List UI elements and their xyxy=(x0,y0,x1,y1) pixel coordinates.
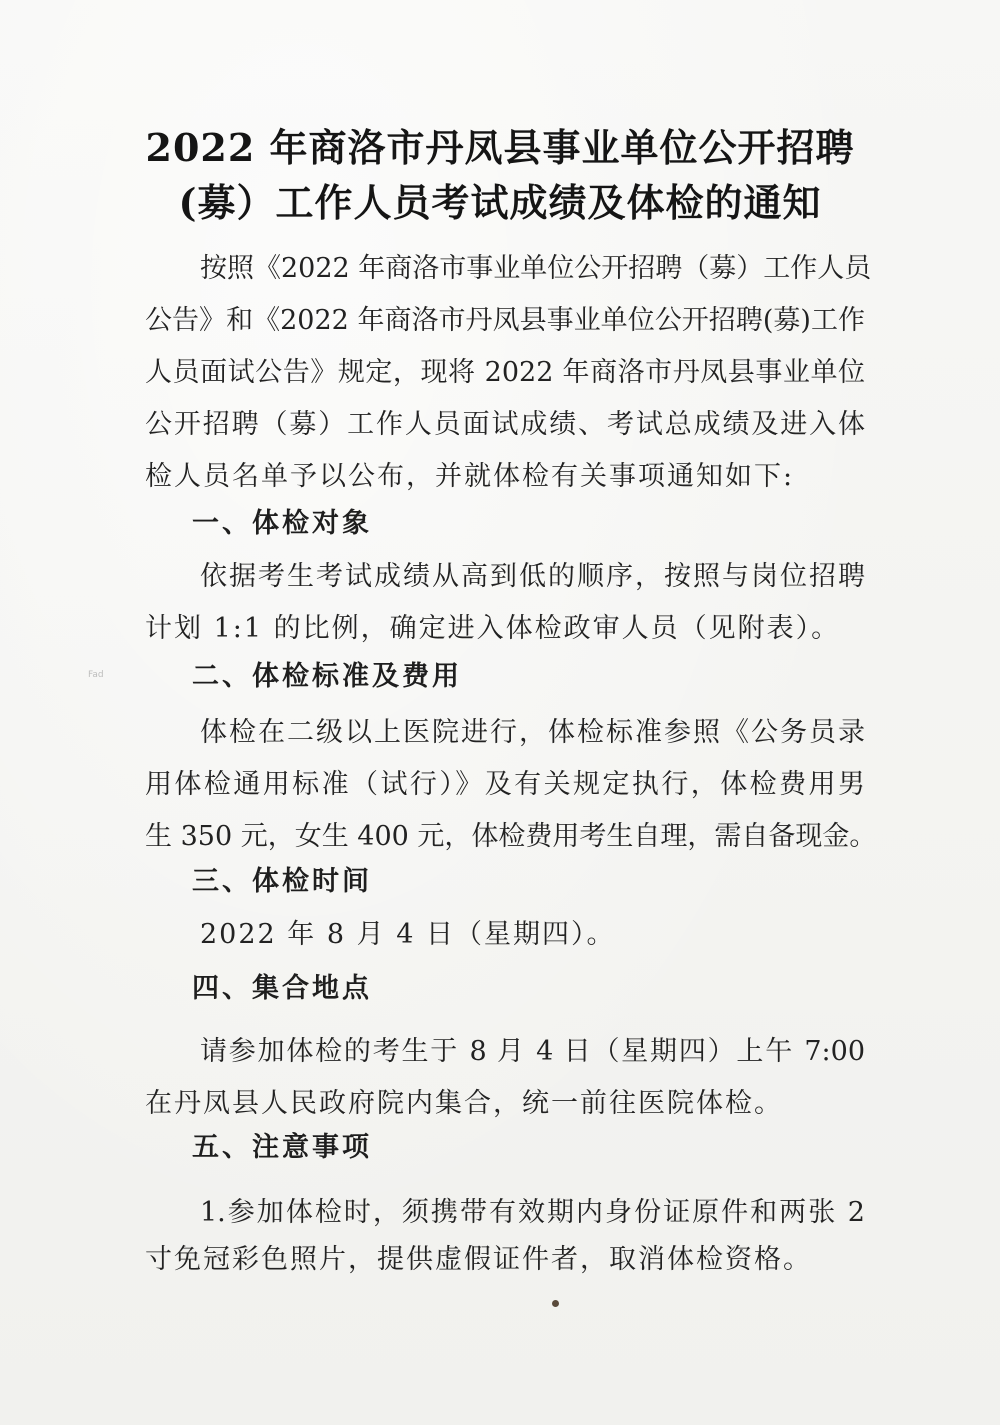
ink-spot xyxy=(552,1300,559,1307)
notice-title-line-2: (募）工作人员考试成绩及体检的通知 xyxy=(178,180,822,225)
intro-line: 检人员名单予以公布，并就体检有关事项通知如下: xyxy=(145,461,795,492)
section-heading: 二、体检标准及费用 xyxy=(192,661,462,692)
intro-line: 公开招聘（募）工作人员面试成绩、考试总成绩及进入体 xyxy=(145,409,865,440)
section-line: 生 350 元，女生 400 元，体检费用考生自理，需自备现金。 xyxy=(145,821,877,852)
section-heading: 四、集合地点 xyxy=(192,973,372,1004)
section-heading: 一、体检对象 xyxy=(192,508,372,539)
section-line: 计划 1:1 的比例，确定进入体检政审人员（见附表）。 xyxy=(145,613,841,644)
intro-line: 按照《2022 年商洛市事业单位公开招聘（募）工作人员 xyxy=(200,253,872,284)
margin-mark: Fad xyxy=(88,670,104,680)
section-heading: 三、体检时间 xyxy=(192,866,372,897)
section-line: 2022 年 8 月 4 日（星期四）。 xyxy=(200,919,616,950)
section-heading: 五、注意事项 xyxy=(192,1132,372,1163)
section-line: 寸免冠彩色照片，提供虚假证件者，取消体检资格。 xyxy=(145,1244,812,1275)
section-line: 1.参加体检时，须携带有效期内身份证原件和两张 2 xyxy=(200,1197,865,1228)
section-line: 依据考生考试成绩从高到低的顺序，按照与岗位招聘 xyxy=(200,561,865,592)
intro-line: 人员面试公告》规定，现将 2022 年商洛市丹凤县事业单位 xyxy=(145,357,865,388)
section-line: 用体检通用标准（试行）》及有关规定执行，体检费用男 xyxy=(145,769,865,800)
notice-title-line-1: 2022 年商洛市丹凤县事业单位公开招聘 xyxy=(145,125,855,170)
section-line: 体检在二级以上医院进行，体检标准参照《公务员录 xyxy=(200,717,865,748)
intro-line: 公告》和《2022 年商洛市丹凤县事业单位公开招聘(募)工作 xyxy=(145,305,865,336)
section-line: 请参加体检的考生于 8 月 4 日（星期四）上午 7:00 xyxy=(200,1036,865,1067)
section-line: 在丹凤县人民政府院内集合，统一前往医院体检。 xyxy=(145,1088,783,1119)
